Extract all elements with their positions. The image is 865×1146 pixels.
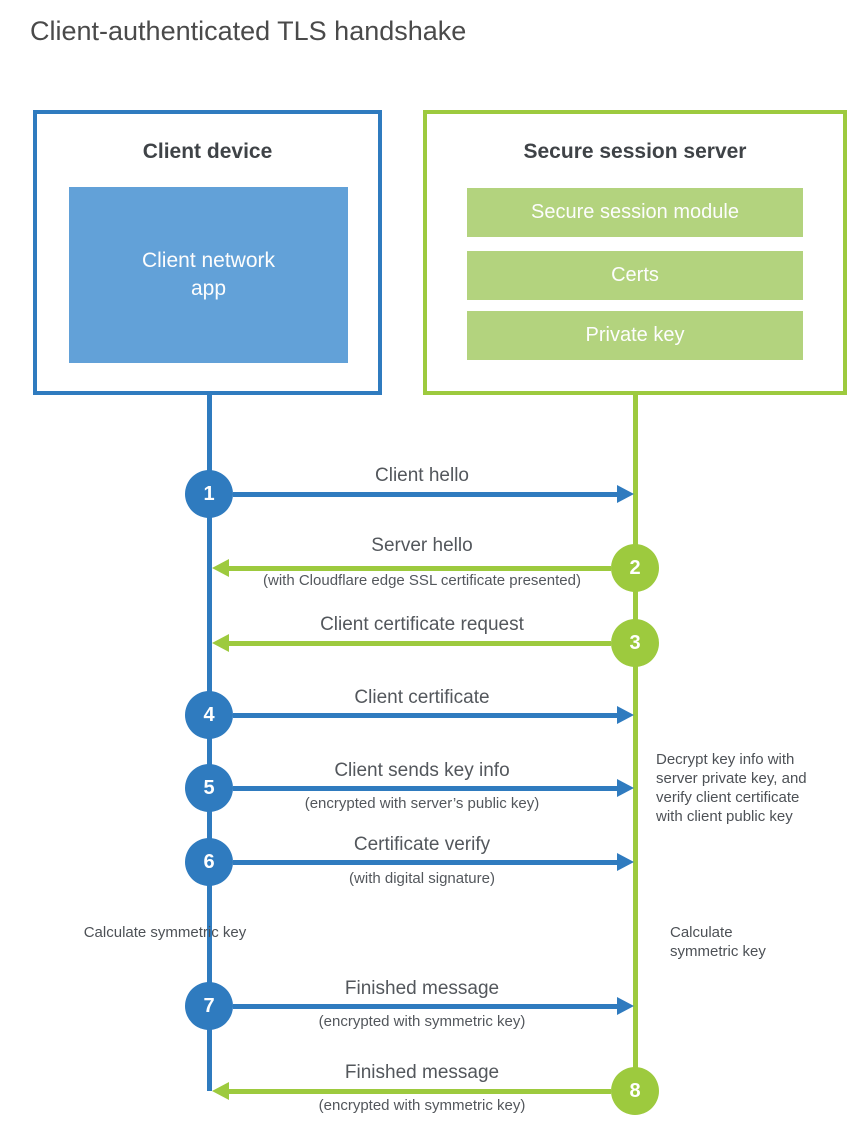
step-8-badge: 8 xyxy=(611,1067,659,1115)
step-8-arrow-line xyxy=(228,1089,611,1094)
server-module-secure-session xyxy=(467,188,803,237)
step-5-badge: 5 xyxy=(185,764,233,812)
step-4-arrow-line xyxy=(233,713,617,718)
note-calculate-symmetric-key-client: Calculate symmetric key xyxy=(83,924,247,941)
step-6-arrow-line xyxy=(233,860,617,865)
step-5-arrowhead-right-icon xyxy=(617,779,634,797)
step-8-label: Finished message xyxy=(344,1062,500,1083)
step-7-arrowhead-right-icon xyxy=(617,997,634,1015)
step-1-label: Client hello xyxy=(375,465,469,486)
client-network-app-box xyxy=(69,187,348,363)
step-5-arrow-line xyxy=(233,786,617,791)
step-2-badge: 2 xyxy=(611,544,659,592)
step-7-sublabel: (encrypted with symmetric key) xyxy=(318,1013,526,1030)
step-1-arrowhead-right-icon xyxy=(617,485,634,503)
step-5-label: Client sends key info xyxy=(334,760,510,781)
step-4-arrowhead-right-icon xyxy=(617,706,634,724)
step-4-badge: 4 xyxy=(185,691,233,739)
step-4-label: Client certificate xyxy=(354,687,490,708)
note-calculate-symmetric-key-server: Calculate symmetric key xyxy=(670,924,766,960)
page-title: Client-authenticated TLS handshake xyxy=(30,16,467,46)
server-module-secure-session-label: Secure session module xyxy=(531,201,739,223)
step-2-label: Server hello xyxy=(371,535,473,556)
client-device-title: Client device xyxy=(142,140,273,163)
server-module-private-key-label: Private key xyxy=(585,324,685,346)
step-3-arrowhead-left-icon xyxy=(212,634,229,652)
step-7-label: Finished message xyxy=(344,978,500,999)
server-module-certs xyxy=(467,251,803,300)
step-8-sublabel: (encrypted with symmetric key) xyxy=(318,1097,526,1114)
step-5-sublabel: (encrypted with server’s public key) xyxy=(304,795,540,812)
step-2-arrow-line xyxy=(228,566,611,571)
step-6-arrowhead-right-icon xyxy=(617,853,634,871)
note-decrypt-key-info: Decrypt key info with server private key, and verify client certificate with client public key xyxy=(656,751,807,825)
step-8-arrowhead-left-icon xyxy=(212,1082,229,1100)
step-1-arrow-line xyxy=(233,492,617,497)
step-3-arrow-line xyxy=(228,641,611,646)
secure-session-server-title: Secure session server xyxy=(523,140,747,163)
step-6-sublabel: (with digital signature) xyxy=(349,870,495,887)
server-module-certs-label: Certs xyxy=(611,264,659,286)
step-7-arrow-line xyxy=(233,1004,617,1009)
client-network-app-label: Client network app xyxy=(141,249,276,300)
secure-session-server-box xyxy=(423,110,847,395)
step-6-label: Certificate verify xyxy=(353,834,491,855)
step-1-badge: 1 xyxy=(185,470,233,518)
step-6-badge: 6 xyxy=(185,838,233,886)
step-3-badge: 3 xyxy=(611,619,659,667)
client-device-box xyxy=(33,110,382,395)
step-2-sublabel: (with Cloudflare edge SSL certificate presented) xyxy=(263,572,581,589)
step-2-arrowhead-left-icon xyxy=(212,559,229,577)
step-3-label: Client certificate request xyxy=(320,614,524,635)
server-module-private-key xyxy=(467,311,803,360)
step-7-badge: 7 xyxy=(185,982,233,1030)
